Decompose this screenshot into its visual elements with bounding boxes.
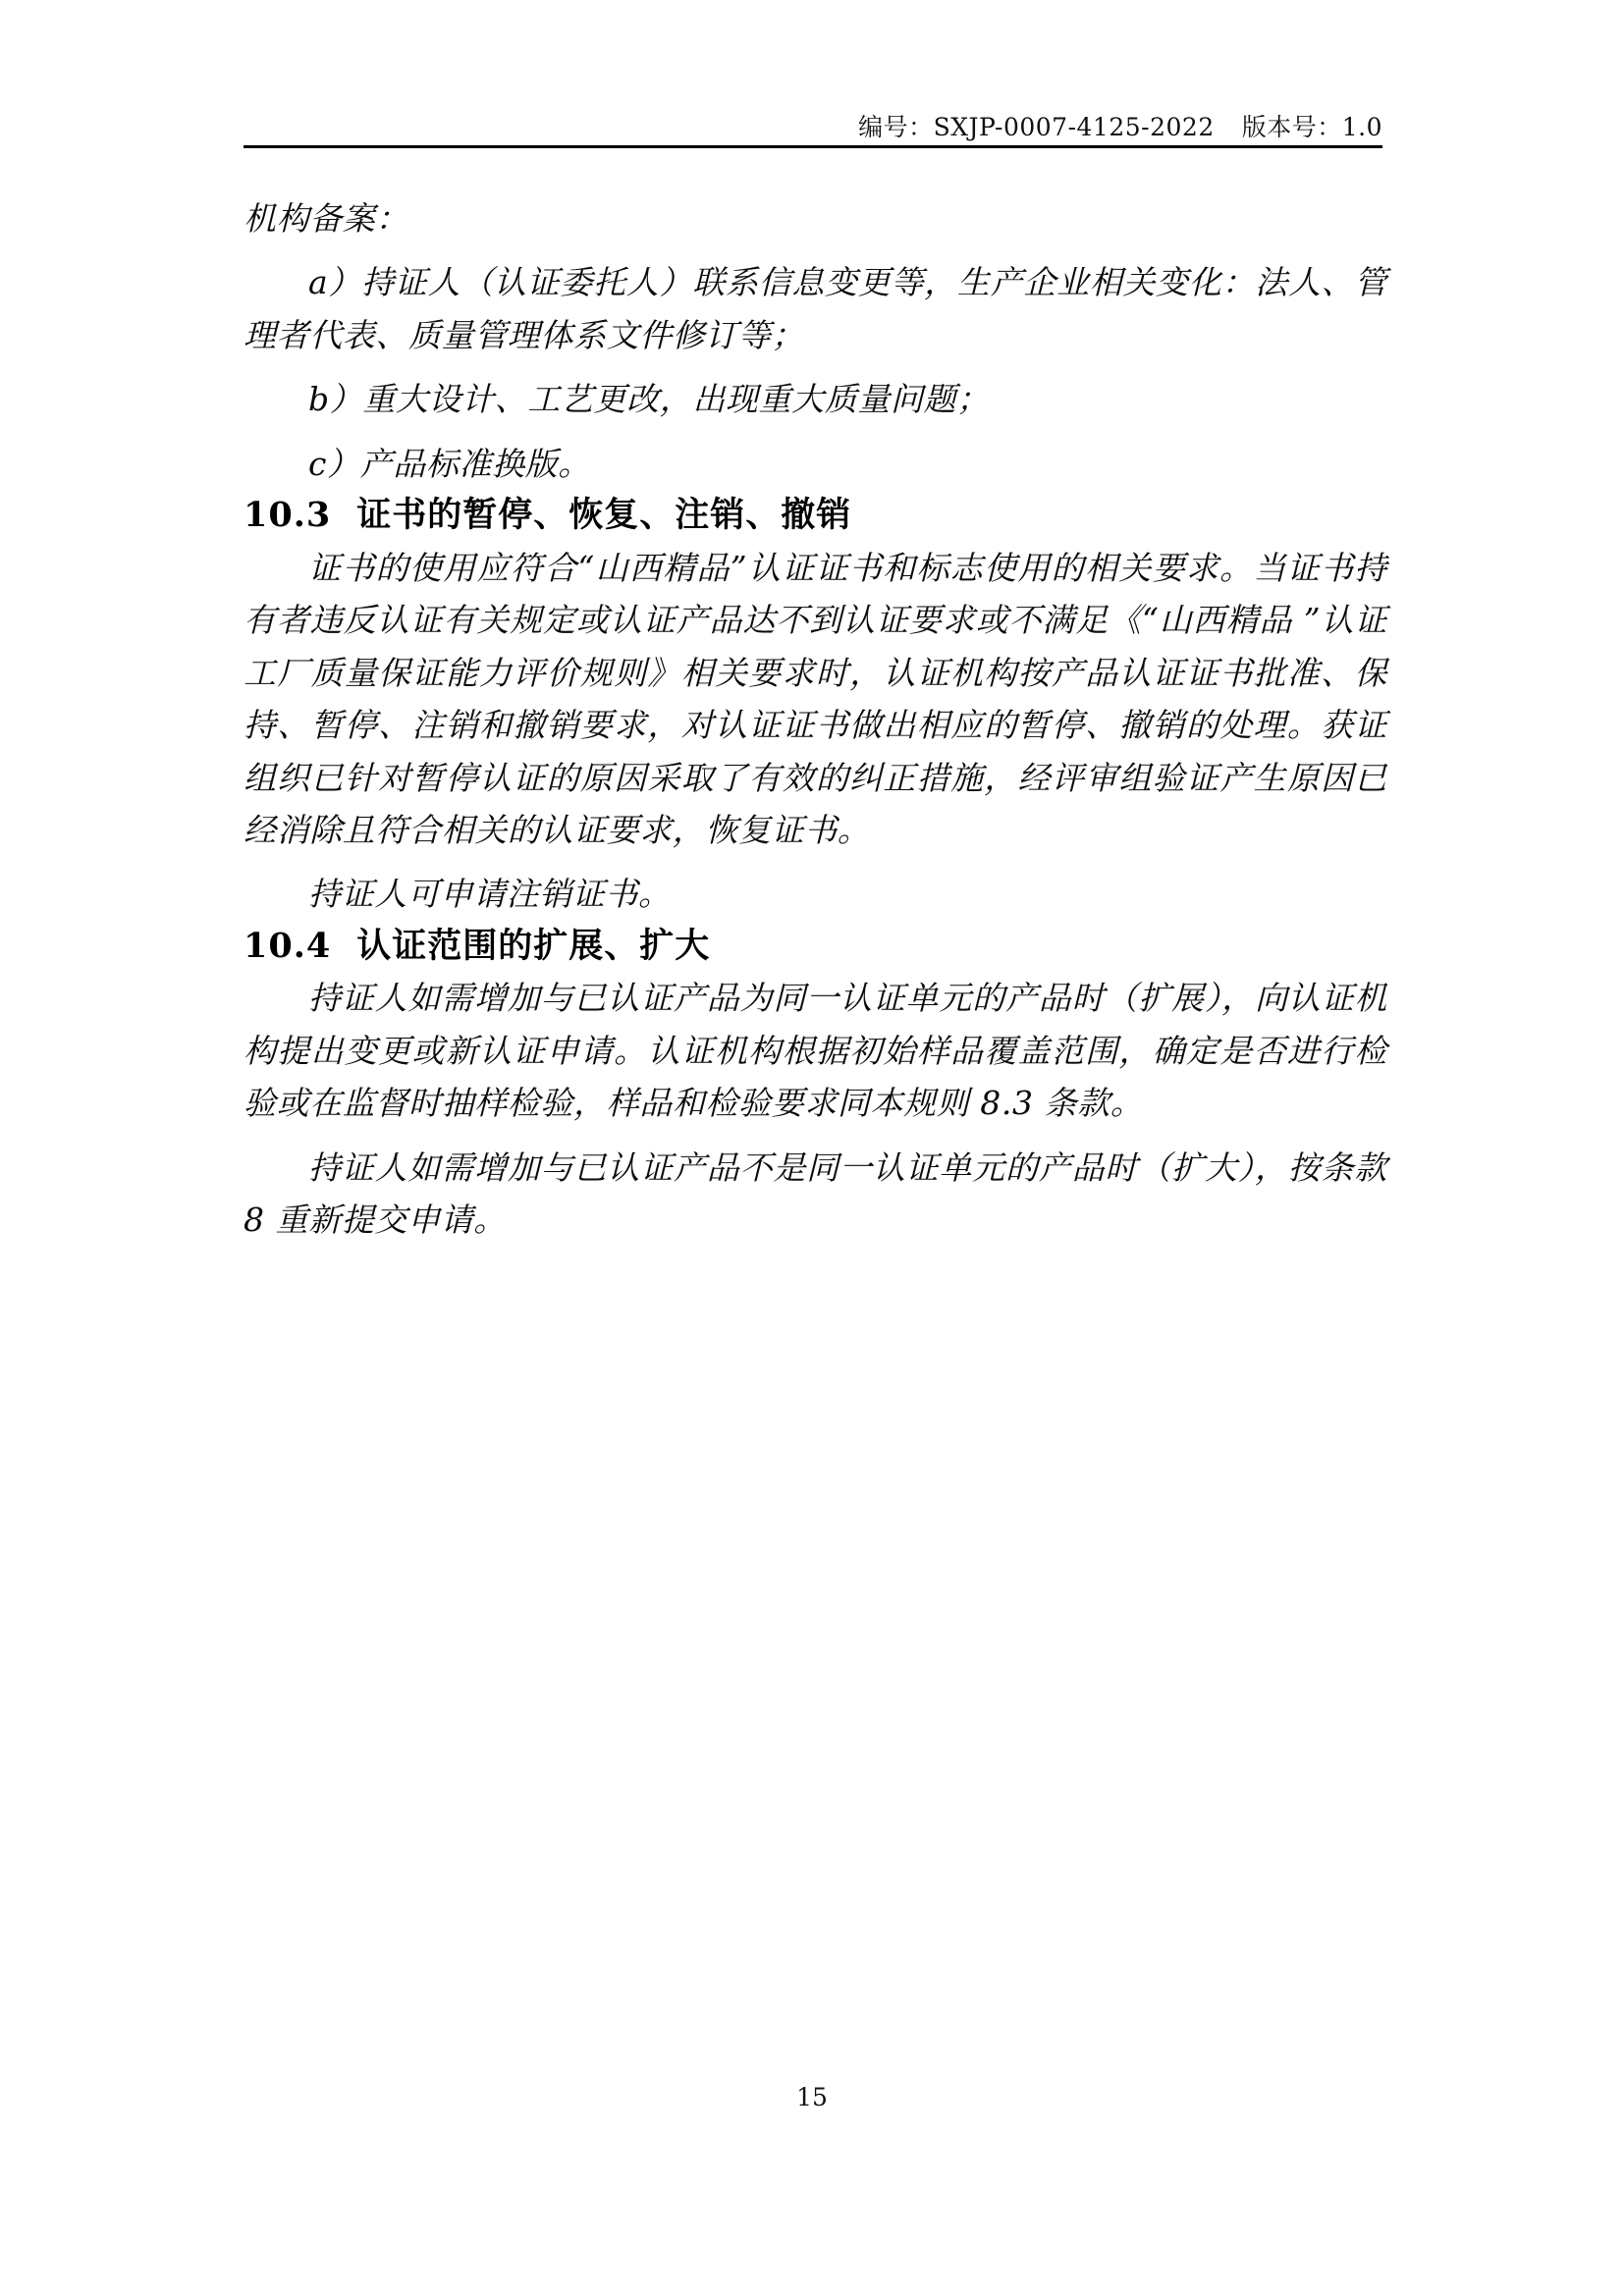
list-item-a: a）持证人（认证委托人）联系信息变更等，生产企业相关变化：法人、管理者代表、质量管理体系文件修订等；: [244, 263, 1387, 354]
list-item-c: c）产品标准换版。: [308, 444, 591, 483]
page-footer: [0, 2083, 1624, 2111]
document-number: 编号：SXJP-0007-4125-2022: [858, 113, 1215, 141]
heading-10-3: [244, 490, 1387, 542]
carryover-paragraph: 机构备案：: [244, 199, 408, 238]
document-version: 版本号：1.0: [1241, 113, 1382, 141]
heading-10-4-number: 10.4: [244, 925, 332, 966]
section-10-4-paragraph-2: 持证人如需增加与已认证产品不是同一认证单元的产品时（扩大），按条款 8 重新提交申请。: [244, 1148, 1387, 1240]
heading-10-3-number: 10.3: [244, 495, 332, 536]
section-10-4-paragraph-1: 持证人如需增加与已认证产品为同一认证单元的产品时（扩展），向认证机构提出变更或新认证申请。认证机构根据初始样品覆盖范围，确定是否进行检验或在监督时抽样检验，样品和检验要求同本规则 8.3 条款。: [244, 979, 1387, 1123]
section-10-3-paragraph-2: 持证人可申请注销证书。: [308, 875, 672, 914]
list-item-b: b）重大设计、工艺更改，出现重大质量问题；: [308, 380, 990, 419]
page-header: [244, 108, 1382, 143]
heading-10-3-title: 证书的暂停、恢复、注销、撤销: [356, 495, 852, 536]
heading-10-4: [244, 921, 1387, 973]
heading-10-4-title: 认证范围的扩展、扩大: [356, 925, 711, 966]
section-10-3-paragraph-1: 证书的使用应符合“山西精品”认证证书和标志使用的相关要求。当证书持有者违反认证有关规定或认证产品达不到认证要求或不满足《“山西精品 ”认证 工厂质量保证能力评价规则》相关要求时，认证机构按产品认证证书批准、保持、暂停、注销和撤销要求，对认证证书做出相应的暂停、撤销的处理。获证组织已针对暂停认证的原因采取了有效的纠正措施，经评审组验证产生原因已经消除且符合相关的认证要求，恢复证书。: [244, 548, 1387, 850]
page-number: 15: [796, 2083, 828, 2111]
page-content: [244, 192, 1387, 1247]
header-divider: [244, 145, 1382, 148]
